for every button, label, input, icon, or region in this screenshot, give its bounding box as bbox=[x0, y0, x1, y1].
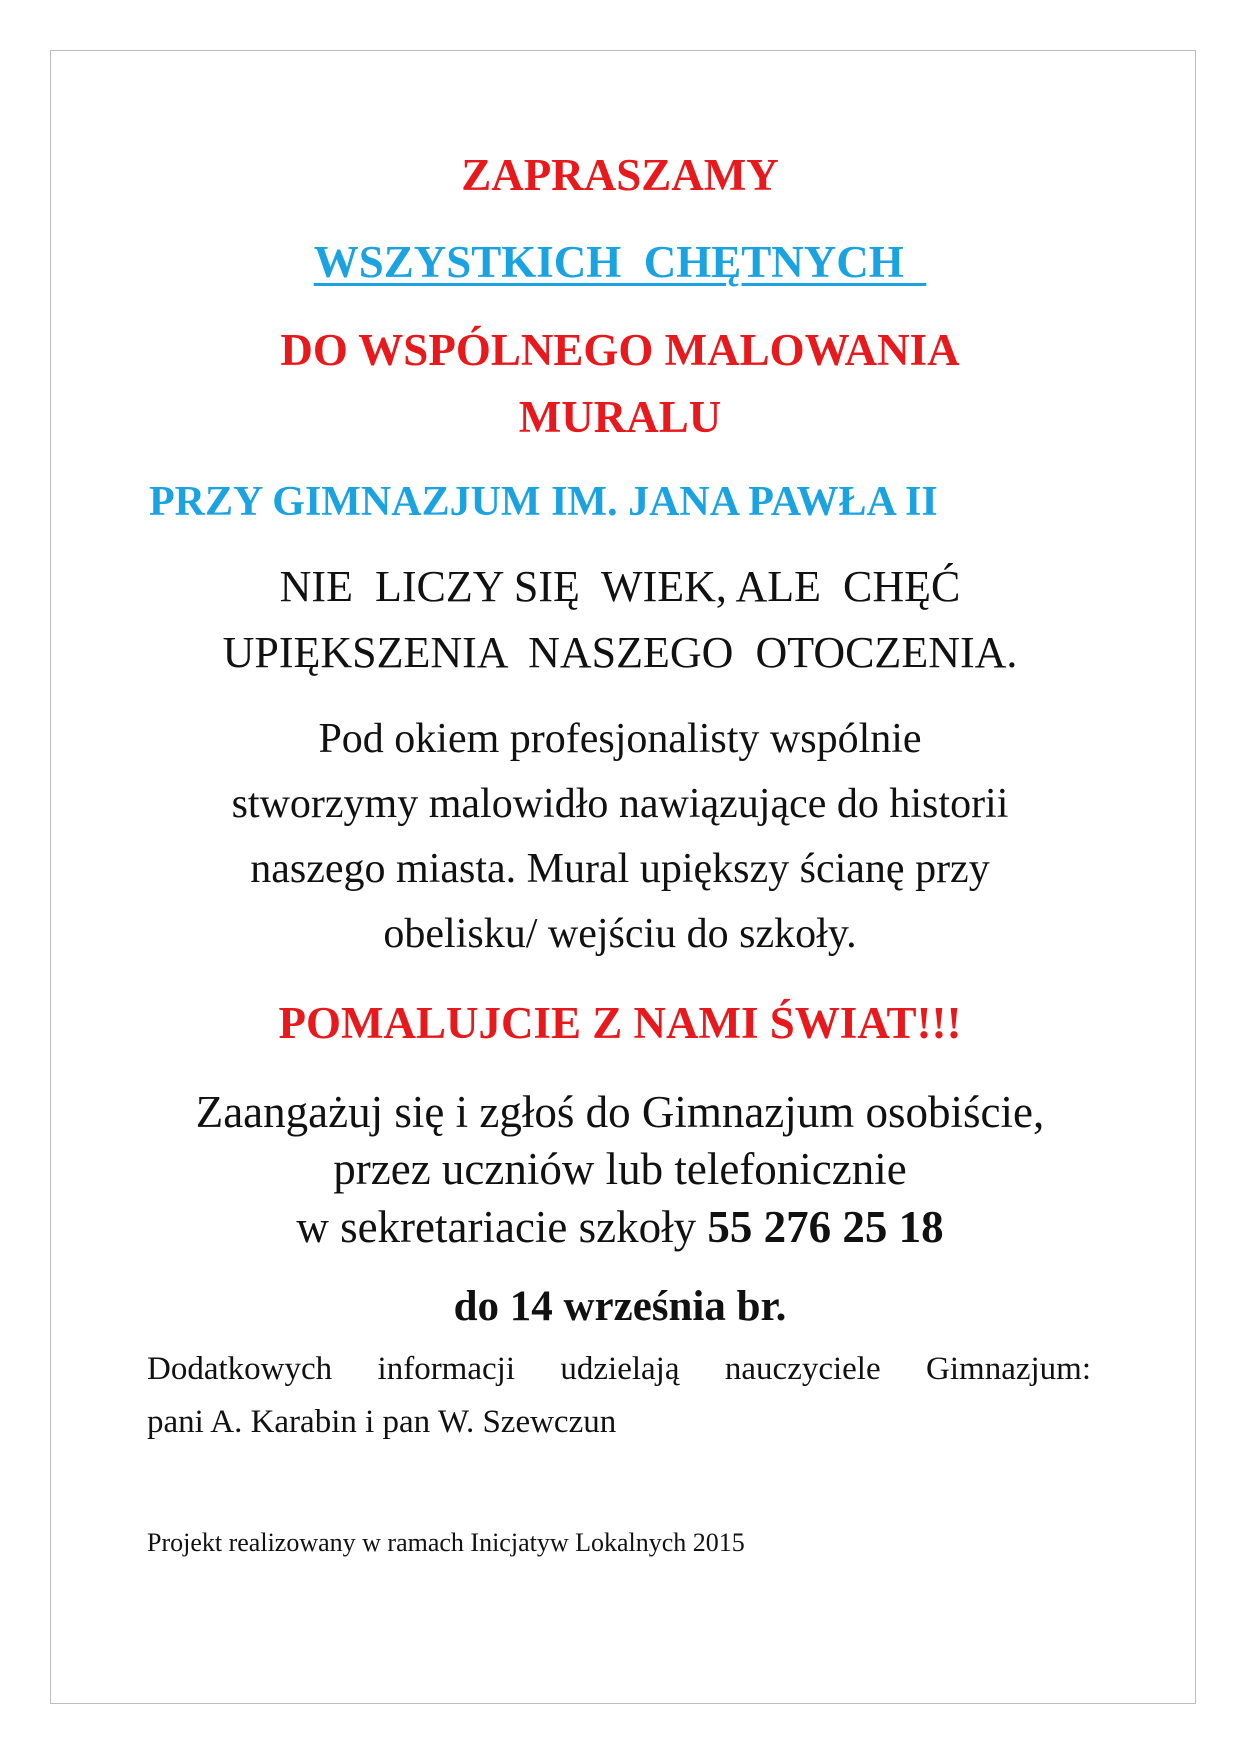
signup-line-3 bbox=[0, 1202, 1240, 1252]
motto-line-1: NIE LICZY SIĘ WIEK, ALE CHĘĆ bbox=[279, 562, 961, 611]
signup-line-3-prefix: w sekretariacie szkoły bbox=[296, 1202, 708, 1252]
signup-line-1: Zaangażuj się i zgłoś do Gimnazjum osobiście, bbox=[195, 1087, 1045, 1137]
event-line-1: DO WSPÓLNEGO MALOWANIA bbox=[280, 325, 960, 375]
signup-line-2: przez uczniów lub telefonicznie bbox=[333, 1144, 907, 1194]
event-line-2: MURALU bbox=[518, 392, 722, 442]
description-line-3: naszego miasta. Mural upiększy ścianę przy bbox=[250, 846, 990, 892]
description-line-1: Pod okiem profesjonalisty wspólnie bbox=[318, 716, 922, 762]
subheading: WSZYSTKICH CHĘTNYCH bbox=[313, 237, 927, 287]
heading: ZAPRASZAMY bbox=[461, 150, 779, 200]
description-line-4: obelisku/ wejściu do szkoły. bbox=[383, 911, 857, 957]
location: PRZY GIMNAZJUM IM. JANA PAWŁA II bbox=[149, 479, 938, 525]
info-line-2: pani A. Karabin i pan W. Szewczun bbox=[147, 1404, 617, 1440]
slogan: POMALUJCIE Z NAMI ŚWIAT!!! bbox=[278, 998, 962, 1048]
phone-number: 55 276 25 18 bbox=[707, 1202, 944, 1252]
footer-note: Projekt realizowany w ramach Inicjatyw Lokalnych 2015 bbox=[147, 1528, 745, 1557]
info-line-1: Dodatkowych informacji udzielają nauczyciele Gimnazjum: bbox=[147, 1351, 1091, 1387]
description-line-2: stworzymy malowidło nawiązujące do historii bbox=[231, 781, 1009, 827]
deadline: do 14 września br. bbox=[453, 1283, 787, 1330]
motto-line-2: UPIĘKSZENIA NASZEGO OTOCZENIA. bbox=[222, 628, 1018, 677]
